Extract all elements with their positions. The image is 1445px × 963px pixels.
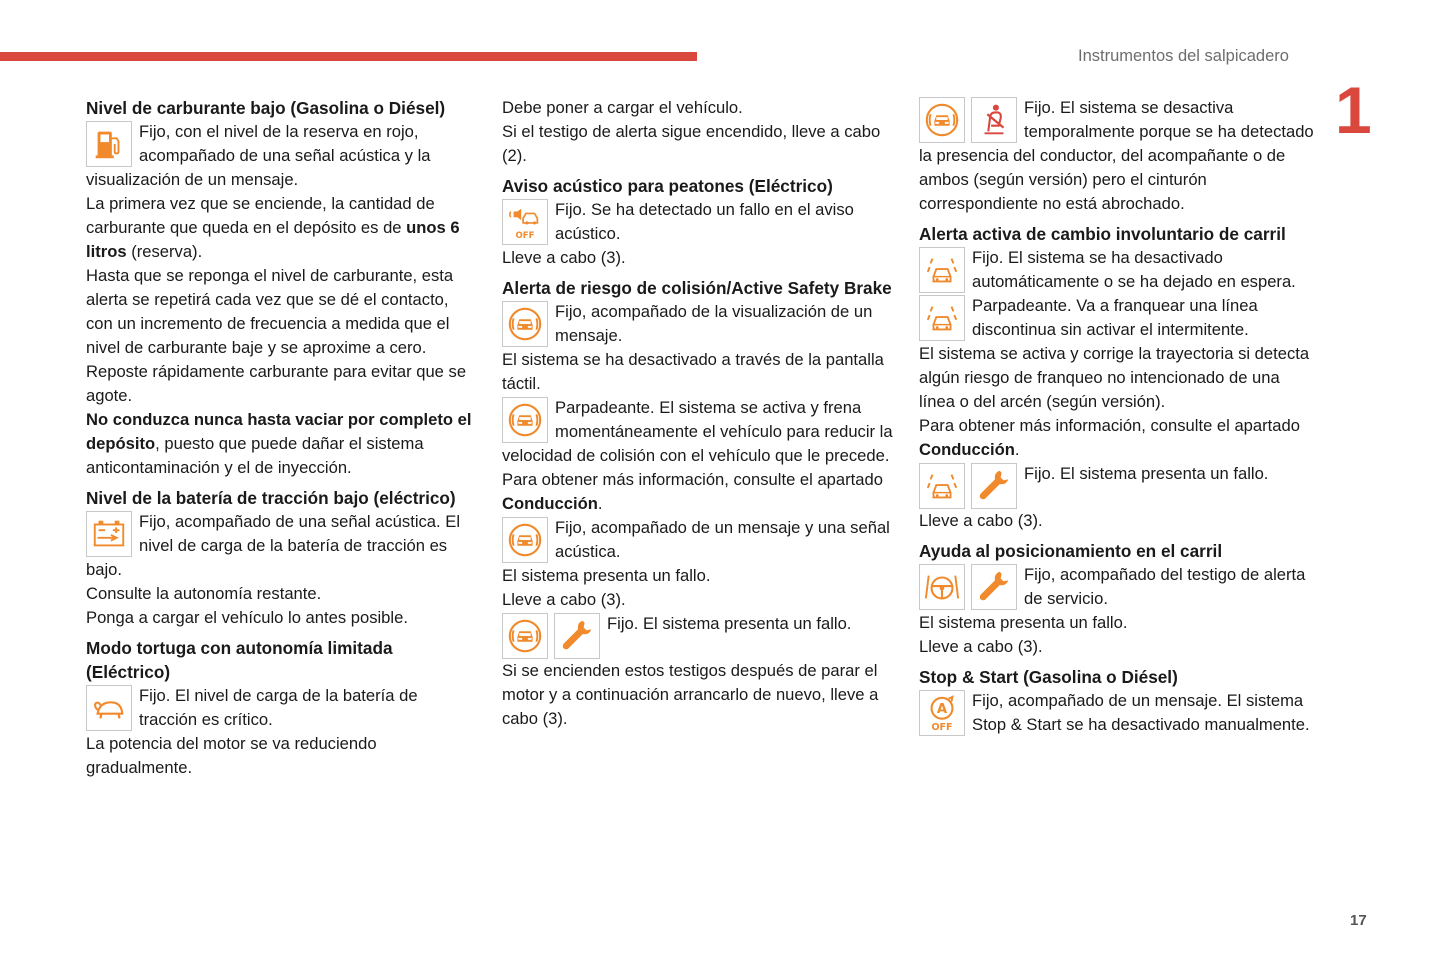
fuel-warning-text: Fijo, con el nivel de la reserva en rojo, acompañado de una señal acústica y la visualización de un mensaje. (86, 122, 431, 189)
fuel-reserve-paragraph: La primera vez que se enciende, la cantidad de carburante que queda en el depósito es de unos 6 litros (reserva). (86, 194, 460, 261)
collision-alert-icon (502, 613, 548, 659)
svg-text:A: A (936, 702, 948, 717)
fuel-refuel-paragraph: Reposte rápidamente carburante para evitar que se agote. (86, 362, 467, 405)
page-number: 17 (1350, 912, 1367, 929)
collision-alert-icon (502, 397, 548, 443)
lane-departure-icon (919, 463, 965, 509)
fuel-caution-paragraph: No conduzca nunca hasta vaciar por completo el depósito, puesto que puede dañar el sistema anticontaminación y el de inyección. (86, 410, 472, 477)
battery-warning-row (86, 510, 478, 582)
lanepos-warning-text: Fijo, acompañado del testigo de alerta de servicio. (1024, 565, 1306, 608)
collision-warning-row-2 (502, 396, 894, 468)
collision-warning-text-4: Fijo. El sistema presenta un fallo. (607, 614, 852, 633)
lane-warning-text-2: Parpadeante. Va a franquear una línea discontinua sin activar el intermitente. (972, 296, 1258, 339)
pedestrian-sound-off-icon (502, 199, 548, 245)
seatbelt-warning-text: Fijo. El sistema se desactiva temporalmente porque se ha detectado la presencia del conductor, del acompañante o de ambos (según versión) pero el cinturón correspondiente no está abrochado. (919, 98, 1314, 213)
battery-charge-paragraph: Ponga a cargar el vehículo lo antes posible. (86, 608, 408, 627)
collision-warning-text-2: Parpadeante. El sistema se activa y frena momentáneamente el vehículo para reducir la velocidad de colisión con el vehículo que le precede. (502, 398, 893, 465)
fuel-warning-row (86, 120, 478, 192)
lane-positioning-icon (919, 564, 965, 610)
fuel-level-title: Nivel de carburante bajo (Gasolina o Diésel) (86, 98, 446, 118)
wrench-icon (971, 564, 1017, 610)
wrench-icon (554, 613, 600, 659)
lane-departure-title: Alerta activa de cambio involuntario de carril (919, 224, 1286, 244)
fuel-repeat-paragraph: Hasta que se reponga el nivel de carburante, esta alerta se repetirá cada vez que se dé el contacto, con un incremento de frecuencia a medida que el nivel de carburante baje y se aproxime a cero. (86, 266, 454, 357)
collision-warning-text-3: Fijo, acompañado de un mensaje y una señal acústica. (555, 518, 890, 561)
collision-more-info-paragraph: Para obtener más información, consulte el apartado Conducción. (502, 470, 883, 513)
turtle-power-paragraph: La potencia del motor se va reduciendo gradualmente. (86, 734, 377, 777)
section-title: Instrumentos del salpicadero (1078, 47, 1289, 65)
collision-warning-row-4 (502, 612, 894, 659)
pedestrian-warning-row (502, 198, 894, 246)
lane-warning-text-3: Fijo. El sistema presenta un fallo. (1024, 464, 1269, 483)
stop-start-title: Stop & Start (Gasolina o Diésel) (919, 667, 1178, 687)
svg-text:OFF: OFF (515, 231, 535, 241)
turtle-mode-title: Modo tortuga con autonomía limitada (Eléctrico) (86, 638, 393, 682)
battery-warning-text: Fijo, acompañado de una señal acústica. El nivel de carga de la batería de tracción es bajo. (86, 512, 461, 579)
pedestrian-alert-title: Aviso acústico para peatones (Eléctrico) (502, 176, 833, 196)
collision-restart-paragraph: Si se encienden estos testigos después de parar el motor y a continuación arrancarlo de nuevo, lleve a cabo (3). (502, 661, 879, 728)
svg-text:OFF: OFF (931, 722, 953, 732)
lane-departure-icon (919, 247, 965, 293)
lane-warning-row-1 (919, 246, 1314, 294)
pedestrian-action-paragraph: Lleve a cabo (3). (502, 248, 626, 267)
stop-start-off-icon (919, 690, 965, 736)
collision-alert-icon (502, 301, 548, 347)
collision-alert-title: Alerta de riesgo de colisión/Active Safety Brake (502, 278, 892, 298)
pedestrian-warning-text: Fijo. Se ha detectado un fallo en el aviso acústico. (555, 200, 854, 243)
lane-action-paragraph: Lleve a cabo (3). (919, 511, 1043, 530)
collision-alert-icon (919, 97, 965, 143)
turtle-warning-row (86, 684, 478, 732)
collision-alert-icon (502, 517, 548, 563)
turtle-icon (86, 685, 132, 731)
collision-warning-row-1 (502, 300, 894, 348)
stop-start-warning-text: Fijo, acompañado de un mensaje. El sistema Stop & Start se ha desactivado manualmente. (972, 691, 1310, 734)
traction-battery-icon (86, 511, 132, 557)
lane-departure-icon (919, 295, 965, 341)
fuel-pump-icon (86, 121, 132, 167)
lane-more-info-paragraph: Para obtener más información, consulte el apartado Conducción. (919, 416, 1300, 459)
charge-paragraph: Debe poner a cargar el vehículo. (502, 98, 743, 117)
lane-warning-text-1: Fijo. El sistema se ha desactivado automáticamente o se ha dejado en espera. (972, 248, 1296, 291)
header-accent-bar (0, 52, 697, 61)
column-3 (919, 96, 1314, 737)
collision-warning-row-3 (502, 516, 894, 564)
alert-persist-paragraph: Si el testigo de alerta sigue encendido, lleve a cabo (2). (502, 122, 881, 165)
stop-start-warning-row (919, 689, 1314, 737)
collision-warning-text-1: Fijo, acompañado de la visualización de un mensaje. (555, 302, 873, 345)
seatbelt-warning-row (919, 96, 1314, 216)
lane-correct-paragraph: El sistema se activa y corrige la trayectoria si detecta algún riesgo de franqueo no intencionado de una línea o del arcén (según versión). (919, 344, 1310, 411)
lanepos-action-paragraph: Lleve a cabo (3). (919, 637, 1043, 656)
lane-warning-row-2 (919, 294, 1314, 342)
seatbelt-icon (971, 97, 1017, 143)
turtle-warning-text: Fijo. El nivel de carga de la batería de tracción es crítico. (139, 686, 418, 729)
collision-fault-paragraph: El sistema presenta un fallo. (502, 566, 711, 585)
chapter-number: 1 (1335, 73, 1372, 147)
wrench-icon (971, 463, 1017, 509)
column-1 (86, 96, 478, 780)
lane-warning-row-3 (919, 462, 1314, 509)
collision-action-paragraph: Lleve a cabo (3). (502, 590, 626, 609)
lanepos-fault-paragraph: El sistema presenta un fallo. (919, 613, 1128, 632)
lane-positioning-title: Ayuda al posicionamiento en el carril (919, 541, 1223, 561)
column-2 (502, 96, 894, 731)
lanepos-warning-row (919, 563, 1314, 611)
battery-range-paragraph: Consulte la autonomía restante. (86, 584, 322, 603)
collision-disabled-paragraph: El sistema se ha desactivado a través de la pantalla táctil. (502, 350, 884, 393)
battery-level-title: Nivel de la batería de tracción bajo (eléctrico) (86, 488, 456, 508)
